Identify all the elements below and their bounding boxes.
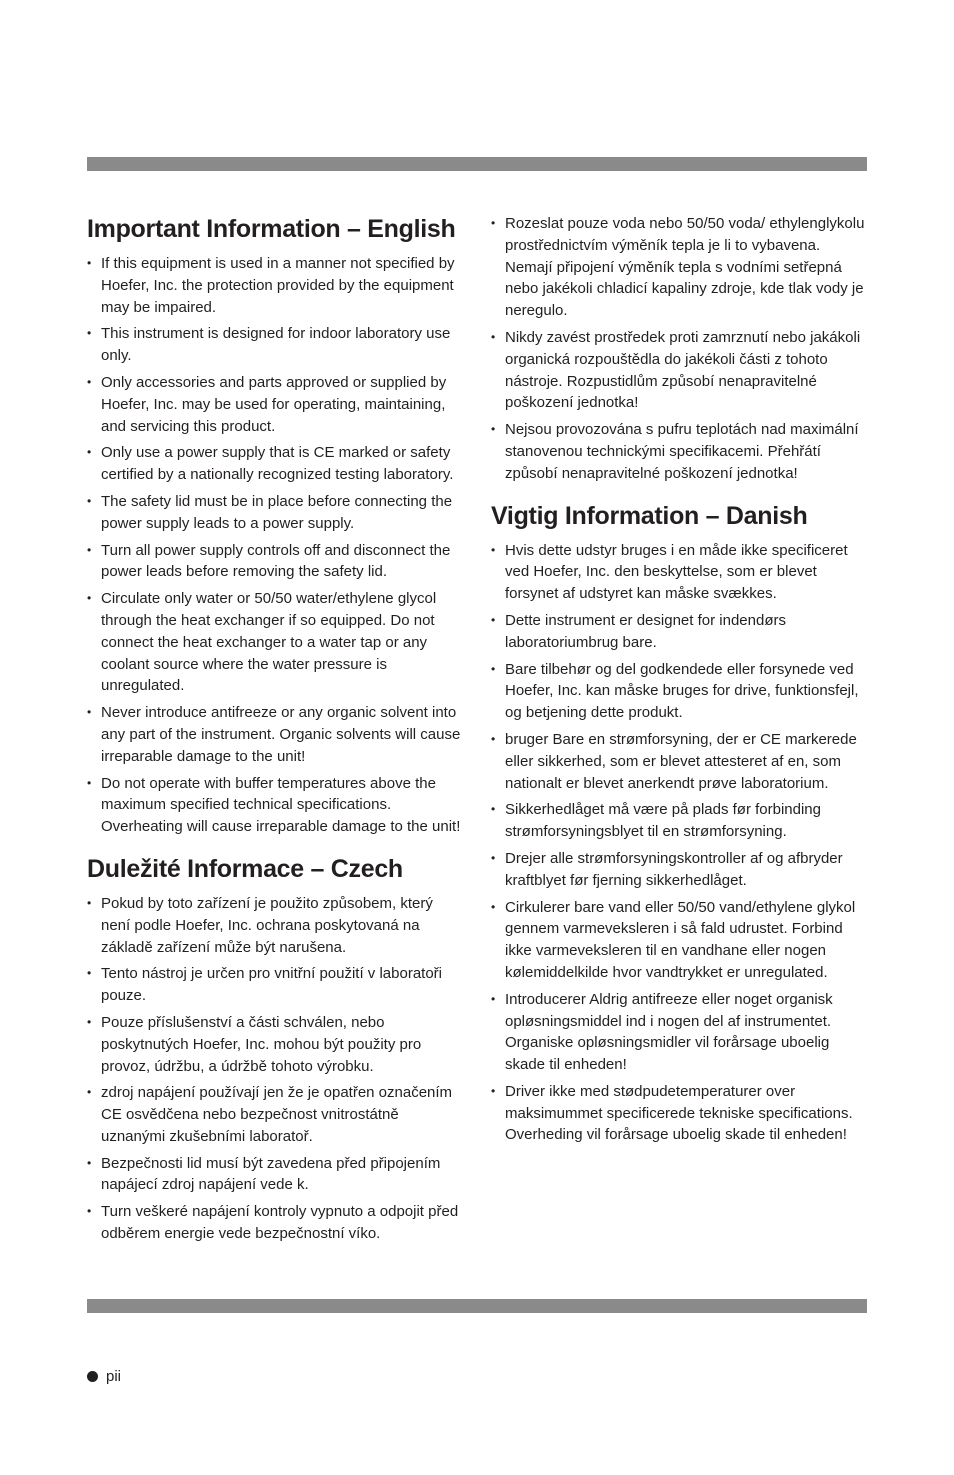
list-item: • The safety lid must be in place before connecting the power supply leads to a power supply. xyxy=(87,491,463,535)
list-item: • Never introduce antifreeze or any organic solvent into any part of the instrument. Organic solvents will cause irreparable damage to the unit! xyxy=(87,702,463,767)
list-item: • Rozeslat pouze voda nebo 50/50 voda/ ethylenglykolu prostřednictvím výměník tepla je li to vybavena. Nemají připojení výměník tepla s vodními setřepná nebo jakékoli chladicí kapaliny zdroje, kde tlak vody je neregulo. xyxy=(491,213,867,322)
list-item: • Dette instrument er designet for indendørs laboratoriumbrug bare. xyxy=(491,610,867,654)
list-item: • bruger Bare en strømforsyning, der er CE markerede eller sikkerhed, som er blevet attesteret af en, som nationalt er blevet anerkendt prøve laboratorium. xyxy=(491,729,867,794)
list-item: • Pokud by toto zařízení je použito způsobem, který není podle Hoefer, Inc. ochrana poskytovaná na základě zařízení může být narušena. xyxy=(87,893,463,958)
danish-heading: Vigtig Information – Danish xyxy=(491,501,808,530)
left-column xyxy=(87,214,463,1261)
list-item: • This instrument is designed for indoor laboratory use only. xyxy=(87,323,463,367)
list-item: • Hvis dette udstyr bruges i en måde ikke specificeret ved Hoefer, Inc. den beskyttelse, som er blevet forsynet af udstyret kan måske svækkes. xyxy=(491,540,867,605)
bottom-rule xyxy=(87,1299,867,1313)
czech-section xyxy=(87,854,463,1245)
list-item: • zdroj napájení používají jen že je opatřen označením CE osvědčena nebo bezpečnost vnitrostátně uznanými zkušebními laboratoř. xyxy=(87,1082,463,1147)
list-item: • Driver ikke med stødpudetemperaturer over maksimummet specificerede tekniske specifications. Overheding vil forårsage uboelig skade til enheden! xyxy=(491,1081,867,1146)
bullet-dot-icon xyxy=(87,1371,98,1382)
list-item: • Nikdy zavést prostředek proti zamrznutí nebo jakákoli organická rozpouštědla do jakékoli části z tohoto nástroje. Rozpustidlům způsobí nenapravitelné poškození jednotka! xyxy=(491,327,867,414)
list-item: • Turn veškeré napájení kontroly vypnuto a odpojit před odběrem energie vede bezpečnostní víko. xyxy=(87,1201,463,1245)
list-item: • Cirkulerer bare vand eller 50/50 vand/ethylene glykol gennem varmeveksleren i så fald udrustet. Forbind ikke varmeveksleren til en vandhane eller nogen kølemiddelkilde hvor vandtrykket er unregulated. xyxy=(491,897,867,984)
czech-heading: Duležité Informace – Czech xyxy=(87,854,403,883)
list-item: • Do not operate with buffer temperatures above the maximum specified technical specifications. Overheating will cause irreparable damage to the unit! xyxy=(87,773,463,838)
list-item: • Bezpečnosti lid musí být zavedena před připojením napájecí zdroj napájení vede k. xyxy=(87,1153,463,1197)
list-item: • Nejsou provozována s pufru teplotách nad maximální stanovenou technickými specifikacemi. Přehřátí způsobí nenapravitelné poškození jednotka! xyxy=(491,419,867,484)
czech-continued-section xyxy=(491,213,867,485)
right-column xyxy=(491,213,867,1162)
list-item: • Only use a power supply that is CE marked or safety certified by a nationally recognized testing laboratory. xyxy=(87,442,463,486)
page-footer xyxy=(87,1368,121,1385)
list-item: • Bare tilbehør og del godkendede eller forsynede ved Hoefer, Inc. kan måske bruges for drive, funktionsfejl, og betjening dette produkt. xyxy=(491,659,867,724)
english-heading: Important Information – English xyxy=(87,215,456,243)
czech-list xyxy=(87,893,463,1245)
english-list xyxy=(87,253,463,838)
list-item: • Turn all power supply controls off and disconnect the power leads before removing the safety lid. xyxy=(87,540,463,584)
page-number: pii xyxy=(106,1368,122,1385)
list-item: • Sikkerhedlåget må være på plads før forbinding strømforsyningsblyet til en strømforsyning. xyxy=(491,799,867,843)
list-item: • Introducerer Aldrig antifreeze eller noget organisk opløsningsmiddel ind i nogen del af instrumentet. Organiske opløsningsmidler vil forårsage uboelig skade til enheden! xyxy=(491,989,867,1076)
list-item: • Circulate only water or 50/50 water/ethylene glycol through the heat exchanger if so equipped. Do not connect the heat exchanger to a water tap or any coolant source where the water pressure is unregulated. xyxy=(87,588,463,697)
list-item: • Only accessories and parts approved or supplied by Hoefer, Inc. may be used for operating, maintaining, and servicing this product. xyxy=(87,372,463,437)
czech-continued-list xyxy=(491,213,867,485)
list-item: • Pouze příslušenství a části schválen, nebo poskytnutých Hoefer, Inc. mohou být použity pro provoz, údržbu, a údržbě tohoto výrobku. xyxy=(87,1012,463,1077)
danish-list xyxy=(491,540,867,1147)
list-item: • Tento nástroj je určen pro vnitřní použití v laboratoři pouze. xyxy=(87,963,463,1007)
danish-section xyxy=(491,501,867,1147)
top-rule xyxy=(87,157,867,171)
english-section xyxy=(87,214,463,838)
list-item: • Drejer alle strømforsyningskontroller af og afbryder kraftblyet før fjerning sikkerhedlåget. xyxy=(491,848,867,892)
list-item: • If this equipment is used in a manner not specified by Hoefer, Inc. the protection provided by the equipment may be impaired. xyxy=(87,253,463,318)
